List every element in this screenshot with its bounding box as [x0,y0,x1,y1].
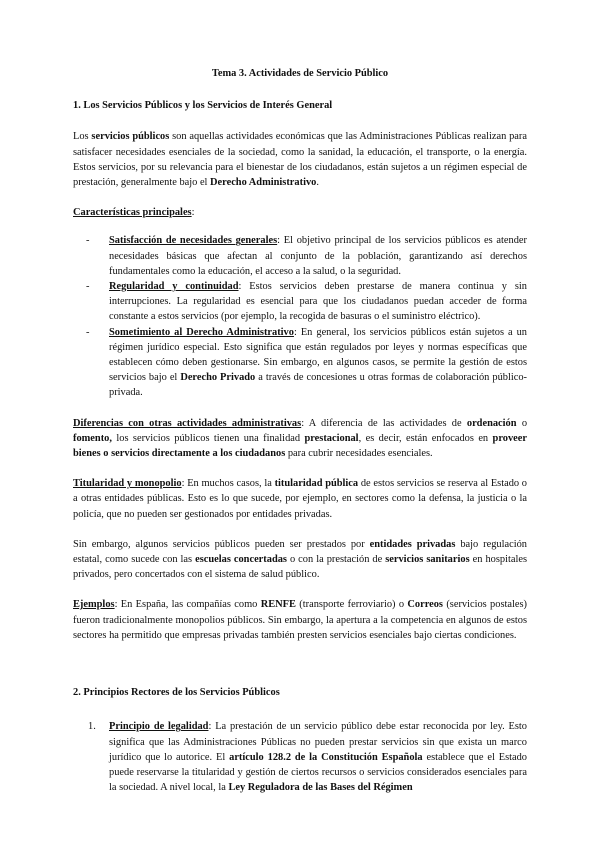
feature-text: a través de concesiones u otras formas de colaboración público-privada. [109,372,527,399]
principle-term: Principio de legalidad [109,721,209,733]
examples-paragraph [73,597,527,643]
intro-term: Derecho Administrativo [210,177,317,189]
differences-bold: proveer bienes o servicios directamente a los ciudadanos [73,432,527,460]
ownership-paragraph [73,476,527,522]
principle-text: establece que el Estado puede reservarse la titularidad y gestión de ciertos recursos o servicios considerados esenciales para la sociedad. A nivel local, la [109,751,527,794]
feature-text: : El objetivo principal de los servicios públicos es atender necesidades básicas que afectan al conjunto de la población, garantizando así derechos fundamentales como la educación, el acceso a la salud, o la seguridad. [109,235,527,277]
private-bold: servicios sanitarios [385,554,470,566]
bullet-marker: - [86,235,90,247]
differences-text: , es decir, están enfocados en [358,432,493,444]
feature-text: : Estos servicios deben prestarse de manera continua y sin interrupciones. La regularidad es esencial para que los ciudadanos puedan acceder de forma constante a estos servicios (por ejemplo, la recogida de basuras o el suministro eléctrico). [109,281,527,323]
features-heading-text: Características principales [73,207,192,219]
private-bold: escuelas concertadas [195,554,287,566]
differences-text: los servicios públicos tienen una finalidad [111,432,305,444]
private-text: o con la prestación de [286,554,386,566]
differences-paragraph [73,416,527,462]
principles-list [73,719,527,795]
principle-text: : La prestación de un servicio público debe estar reconocida por ley. Esto significa que las Administraciones Públicas no pueden prestar servicios sin que exista un marco jurídico que lo autorice. El [109,721,527,763]
section-1-heading: 1. Los Servicios Públicos y los Servicios de Interés General [73,100,333,112]
ownership-bold: titularidad pública [274,478,359,490]
list-item [73,279,527,325]
bullet-marker: - [86,326,90,338]
page-title: Tema 3. Actividades de Servicio Público [211,68,389,79]
private-text: en hospitales privados, pero concertados con el sistema de salud público. [73,554,528,581]
feature-term: Satisfacción de necesidades generales [109,235,278,247]
intro-text: son aquellas actividades económicas que las Administraciones Públicas realizan para satisfacer necesidades esenciales de la sociedad, como la sanidad, la educación, el transporte, o la energía. Estos servicios, por su relevancia para el bienestar de los ciudadanos, están sujetos a un régimen especial de prestación, generalmente bajo el [73,131,527,189]
features-heading [73,205,527,220]
private-text: Sin embargo, algunos servicios públicos pueden ser prestados por [73,538,370,550]
differences-bold: fomento, [73,432,112,444]
principle-bold: Ley Reguladora de las Bases del Régimen [228,782,413,794]
ownership-term: Titularidad y monopolio [73,478,182,490]
private-text: bajo regulación estatal, como sucede con las [73,538,527,566]
differences-text: para cubrir necesidades esenciales. [285,448,433,460]
private-paragraph [73,537,527,583]
document-body [73,66,527,795]
differences-text: : A diferencia de las actividades de [301,417,467,429]
examples-bold: RENFE [260,599,296,611]
examples-term: Ejemplos [73,599,115,611]
section-2-heading: 2. Principios Rectores de los Servicios Públicos [73,687,280,699]
principle-bold: artículo 128.2 de la Constitución Española [229,751,423,763]
feature-bold: Derecho Privado [180,372,256,384]
feature-term: Regularidad y continuidad [109,281,239,293]
feature-term: Sometimiento al Derecho Administrativo [109,326,294,338]
ownership-text: de estos servicios se reserva al Estado o a otras entidades públicas. Esto es lo que sucede, por ejemplo, en sectores como la defensa, la justicia o la policía, que no pueden ser gestionados por entidades privadas. [73,478,528,520]
differences-bold: ordenación [466,417,517,429]
features-heading-colon: : [191,207,195,219]
list-item [73,325,527,401]
features-list [73,233,527,400]
examples-bold: Correos [407,599,443,611]
list-item [73,233,527,279]
examples-text: : En España, las compañías como [114,599,261,611]
bullet-marker: - [86,281,90,293]
differences-term: Diferencias con otras actividades administrativas [73,417,302,429]
examples-text: (servicios postales) fueron tradicionalmente monopolios públicos. Sin embargo, la apertura a la competencia en algunos de estos sectores ha permitido que empresas privadas también presten servicios esenciales bajo ciertas condiciones. [73,599,527,641]
differences-text: o [516,417,528,429]
private-bold: entidades privadas [369,538,456,550]
feature-text: : En general, los servicios públicos están sujetos a un régimen jurídico especial. Esto significa que están regulados por leyes y normas específicas que establecen cómo deben gestionarse. Sin embargo, en algunos casos, se permite la gestión de estos servicios bajo el [109,326,527,384]
differences-bold: prestacional [304,432,359,444]
ownership-text: : En muchos casos, la [181,478,275,490]
intro-text: Los [73,131,92,143]
intro-text: . [316,177,319,189]
list-number: 1. [88,721,96,733]
examples-text: (transporte ferroviario) o [295,599,408,611]
list-item [73,719,527,795]
intro-term: servicios públicos [91,131,170,143]
intro-paragraph [73,129,527,190]
